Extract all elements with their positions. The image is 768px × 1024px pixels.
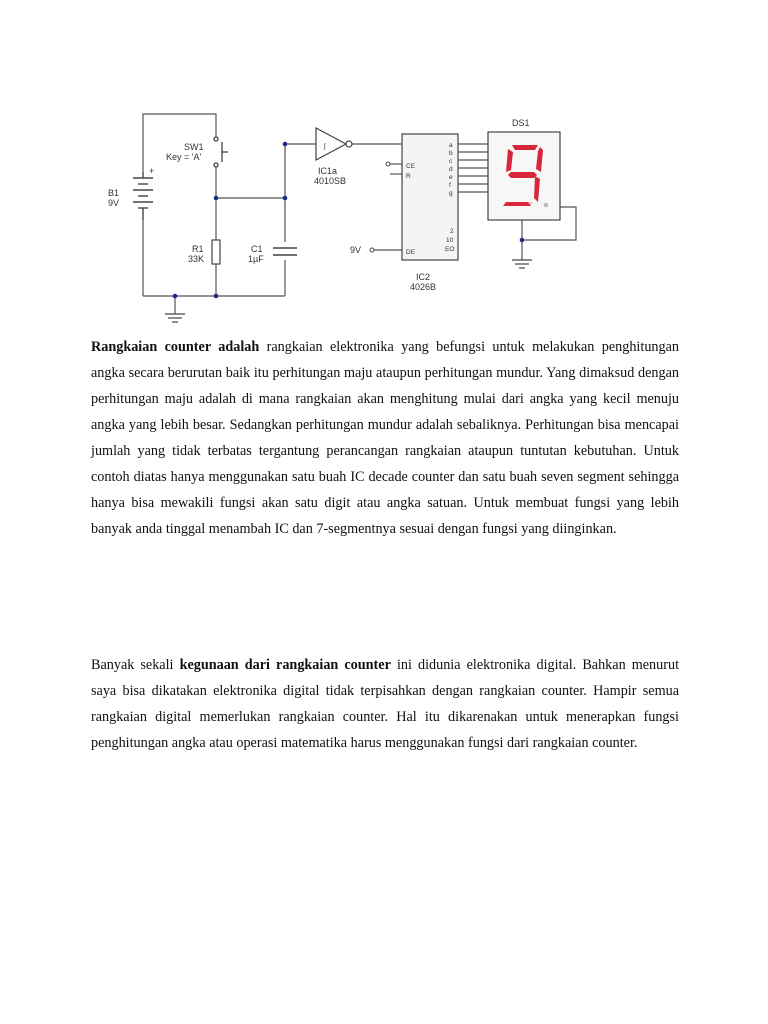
paragraph2-after: ini didunia elektronika digital. Bahkan menurut saya bisa dikatakan elektronika digital tidak terpisahkan dengan rangkaian counter. Hampir semua rangkaian digital memerlukan rangkaian counter. Hal itu dikarenakan untuk menerapkan fungsi penghitungan angka atau operasi matematika harus menggunakan fungsi dari rangkaian counter. [91, 657, 680, 751]
switch-key: Key = 'A' [166, 152, 202, 162]
battery-symbol [133, 172, 153, 220]
gate-part: 4010SB [314, 176, 347, 186]
capacitor-value: 1µF [248, 254, 264, 264]
paragraph2-bold: kegunaan dari rangkaian counter [179, 657, 391, 673]
pin-g: g [449, 190, 453, 197]
gate-label: IC1a [318, 166, 338, 176]
resistor-value: 33K [188, 254, 205, 264]
pin-d: d [449, 166, 453, 173]
ground-symbol [165, 314, 185, 322]
ic-part: 4026B [410, 282, 437, 292]
capacitor-label: C1 [251, 244, 263, 254]
paragraph2-before: Banyak sekali [91, 657, 180, 673]
capacitor-symbol [273, 248, 297, 255]
pin-2: 2 [450, 228, 454, 235]
pin-10: 10 [446, 237, 454, 244]
pin-r: R [406, 173, 411, 180]
pin-eo: EO [445, 246, 455, 253]
pin-f: f [449, 182, 451, 189]
pin-c: c [449, 158, 453, 165]
paragraph-counter-usage [91, 652, 679, 756]
pin-a: a [449, 142, 453, 149]
schmitt-glyph: ∫ [324, 143, 326, 150]
display-label: DS1 [512, 118, 530, 128]
battery-value: 9V [108, 198, 120, 208]
pin-e: e [449, 174, 453, 181]
pin-ce: CE [406, 163, 416, 170]
resistor-symbol [212, 240, 220, 264]
circuit-diagram [88, 92, 598, 332]
switch-symbol [214, 137, 228, 167]
ic-label: IC2 [416, 272, 431, 282]
resistor-label: R1 [192, 244, 204, 254]
switch-label: SW1 [184, 142, 204, 152]
paragraph1-bold: Rangkaian counter adalah [91, 339, 260, 355]
battery-label: B1 [108, 188, 120, 198]
pin-de: DE [406, 249, 416, 256]
battery-plus: + [149, 166, 155, 176]
supply-label: 9V [350, 245, 362, 255]
paragraph1-text: rangkaian elektronika yang befungsi untuk melakukan penghitungan angka secara berurutan baik itu perhitungan maju ataupun perhitungan mundur. Yang dimaksud dengan perhitungan maju adalah di mana rangkaian akan menghitung mulai dari angka yang kecil menuju angka yang lebih besar. Sedangkan perhitungan mundur adalah sebaliknya. Perhitungan bisa mencapai jumlah yang tidak terbatas tergantung perancangan rangkaian ataupun tuntutan kebutuhan. Untuk contoh diatas hanya menggunakan satu buah IC decade counter dan satu buah seven segment sehingga hanya bisa mewakili fungsi akan satu digit atau angka satuan. Untuk membuat fungsi yang lebih banyak anda tinggal menambah IC dan 7-segmentnya sesuai dengan fungsi yang diinginkan. [91, 339, 679, 537]
paragraph-counter-definition [91, 334, 679, 542]
gate-symbol [316, 128, 352, 160]
pin-b: b [449, 150, 453, 157]
